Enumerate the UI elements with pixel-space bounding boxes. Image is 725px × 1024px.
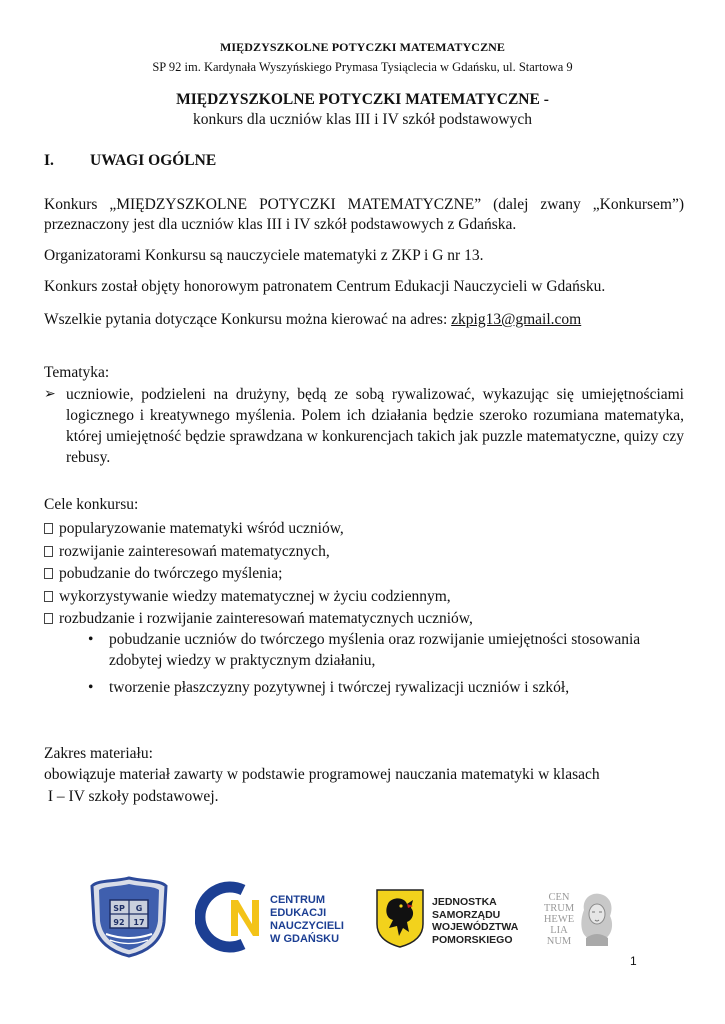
header-subtitle: SP 92 im. Kardynała Wyszyńskiego Prymasa Tysiąclecia w Gdańsku, ul. Startowa 9 <box>152 60 573 74</box>
square-bullet-icon <box>44 613 53 624</box>
general-paragraph-2: Organizatorami Konkursu są nauczyciele matematyki z ZKP i G nr 13. <box>44 247 484 264</box>
partner-logos <box>0 866 725 966</box>
bullet-dot-icon: • <box>88 679 94 696</box>
general-paragraph-4 <box>44 310 684 330</box>
section-title: UWAGI OGÓLNE <box>90 152 217 169</box>
goal-item: pobudzanie do twórczego myślenia; <box>44 563 684 586</box>
goal-bullet-item <box>88 629 688 671</box>
goals-label: Cele konkursu: <box>44 496 139 513</box>
arrow-bullet-icon: ➢ <box>44 387 56 402</box>
goal-item: rozwijanie zainteresowań matematycznych, <box>44 541 684 564</box>
topic-label: Tematyka: <box>44 364 110 381</box>
goal-bullet-text: tworzenie płaszczyzny pozytywnej i twórczej rywalizacji uczniów i szkół, <box>109 679 570 696</box>
goal-item: wykorzystywanie wiedzy matematycznej w życiu codziennym, <box>44 586 684 609</box>
goal-item: popularyzowanie matematyki wśród uczniów, <box>44 518 684 541</box>
document-subtitle: konkurs dla uczniów klas III i IV szkół podstawowych <box>193 111 532 128</box>
pomorskie-coat-of-arms-icon <box>375 888 425 948</box>
contact-prefix: Wszelkie pytania dotyczące Konkursu można kierować na adres: <box>44 311 452 328</box>
page-header <box>0 40 725 75</box>
square-bullet-icon <box>44 568 53 579</box>
page-number: 1 <box>630 954 637 968</box>
topic-item <box>44 384 684 468</box>
crest-text-g: G <box>135 904 143 913</box>
general-paragraph-1: Konkurs „MIĘDZYSZKOLNE POTYCZKI MATEMATYCZNE” (dalej zwany „Konkursem”) przeznaczony jest dla uczniów klas III i IV szkół podstawowych z Gdańska. <box>44 196 684 233</box>
scope-line-1: obowiązuje materiał zawarty w podstawie programowej nauczania matematyki w klasach <box>44 766 600 783</box>
crest-text-17: 17 <box>133 918 145 927</box>
contact-email-link[interactable]: zkpig13@gmail.com <box>451 311 582 328</box>
hevelianum-portrait-icon <box>574 890 618 948</box>
goals-list <box>44 518 684 631</box>
section-heading <box>44 152 216 170</box>
goal-item: rozbudzanie i rozwijanie zainteresowań matematycznych uczniów, <box>44 608 684 631</box>
general-paragraph-3: Konkurs został objęty honorowym patronatem Centrum Edukacji Nauczycieli w Gdańsku. <box>44 278 606 295</box>
square-bullet-icon <box>44 591 53 602</box>
crest-text-92: 92 <box>113 918 125 927</box>
scope-label: Zakres materiału: <box>44 745 153 762</box>
goal-bullet-item <box>88 677 688 698</box>
goal-bullet-text: pobudzanie uczniów do twórczego myślenia oraz rozwijanie umiejętności stosowania zdobytej wiedzy w praktycznym działaniu, <box>109 631 641 669</box>
crest-text-sp: SP <box>113 904 125 913</box>
scope-line-2: I – IV szkoły podstawowej. <box>44 788 219 805</box>
topic-text: uczniowie, podzieleni na drużyny, będą ze sobą rywalizować, wykazując się umiejętnościami logicznego i kreatywnego myślenia. Polem ich działania będzie szeroko rozumiana matematyka, której umiejętność będzie sprawdzana w konkurencjach takich jak puzzle matematyczne, quizy czy rebusy. <box>66 386 684 466</box>
jst-logo-text: JEDNOSTKA SAMORZĄDU WOJEWÓDZTWA POMORSKIEGO <box>432 896 519 946</box>
bullet-dot-icon: • <box>88 631 94 648</box>
document-title: MIĘDZYSZKOLNE POTYCZKI MATEMATYCZNE - <box>176 91 549 108</box>
cen-logo-mark <box>195 880 265 954</box>
square-bullet-icon <box>44 546 53 557</box>
section-number: I. <box>44 152 54 169</box>
square-bullet-icon <box>44 523 53 534</box>
cen-logo-text: CENTRUM EDUKACJI NAUCZYCIELI W GDAŃSKU <box>270 894 344 945</box>
hevelianum-logo-text: CEN TRUM HEWE LIA NUM <box>543 892 575 947</box>
school-crest-logo <box>88 876 170 958</box>
header-title: MIĘDZYSZKOLNE POTYCZKI MATEMATYCZNE <box>219 40 506 54</box>
